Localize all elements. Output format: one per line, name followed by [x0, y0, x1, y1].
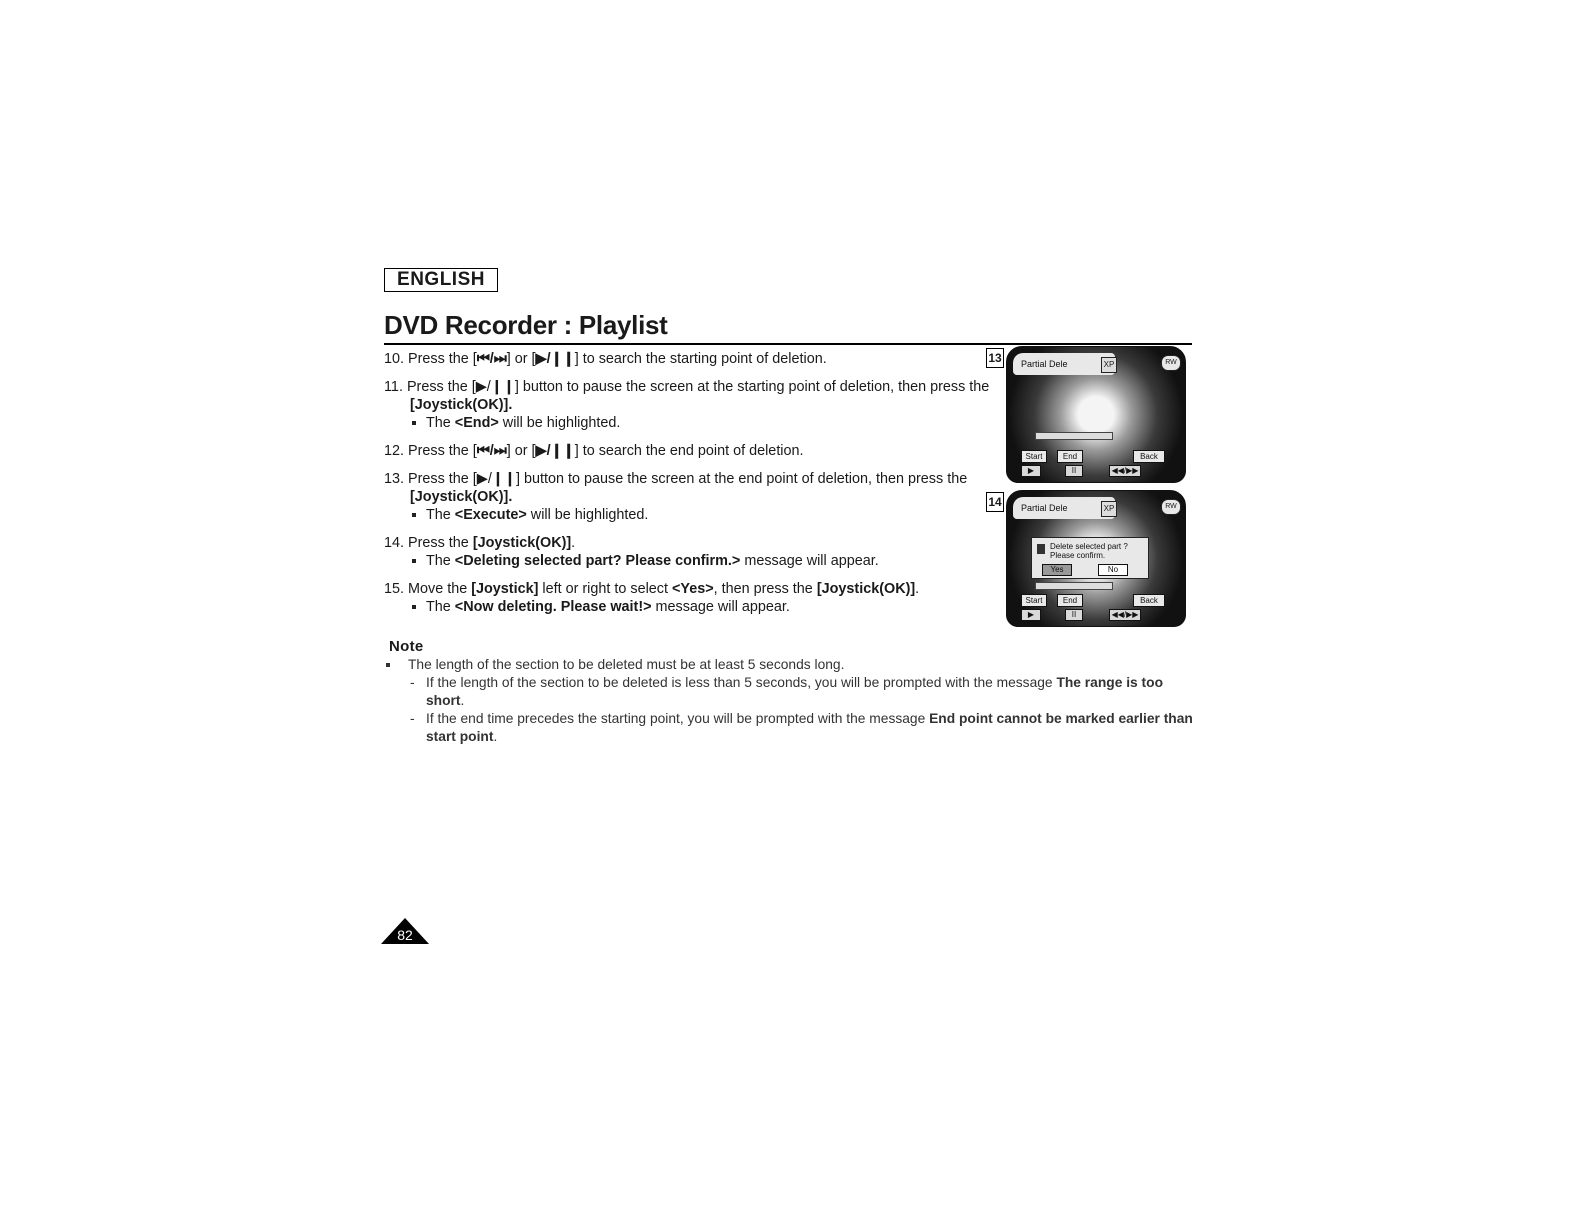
step-number: 14. — [384, 535, 405, 551]
note-label: Note — [389, 638, 424, 655]
note-bullet: The length of the section to be deleted must be at least 5 seconds long. — [384, 656, 1194, 674]
start-button: Start — [1021, 450, 1047, 463]
note-subitem-1: - If the length of the section to be deleted is less than 5 seconds, you will be prompted with the message The range is too short. — [410, 675, 1163, 708]
play-icon: ▶ — [1021, 609, 1041, 621]
step-14: 14. Press the [Joystick(OK)]. The <Deleting selected part? Please confirm.> message will appear. — [384, 534, 994, 570]
figure-13-number: 13 — [986, 348, 1004, 368]
no-button: No — [1098, 564, 1128, 576]
screen-title: Partial Dele — [1013, 497, 1115, 519]
rw-badge: RW — [1161, 355, 1181, 371]
trash-icon — [1037, 544, 1045, 554]
figure-13-screen — [1006, 346, 1186, 483]
skip-icon: ◀◀/▶▶ — [1109, 609, 1141, 621]
timeline-bar — [1035, 582, 1113, 590]
step-number: 10. — [384, 351, 405, 367]
step-13: 13. Press the [▶/❙❙] button to pause the screen at the end point of deletion, then press the [Joystick(OK)]. The <Execute> will be highlighted. — [384, 470, 994, 524]
rw-badge: RW — [1161, 499, 1181, 515]
note-section — [384, 656, 1194, 746]
step-12: 12. Press the [⏮/⏭] or [▶/❙❙] to search the end point of deletion. — [384, 443, 804, 459]
dialog-message: Delete selected part ? — [1050, 542, 1128, 551]
confirm-dialog — [1031, 537, 1149, 579]
step-11: 11. Press the [▶/❙❙] button to pause the screen at the starting point of deletion, then press the [Joystick(OK)]. The <End> will be highlighted. — [384, 378, 994, 432]
step-bullet: The <Deleting selected part? Please confirm.> message will appear. — [384, 552, 994, 570]
step-number: 13. — [384, 471, 405, 487]
page-number: 82 — [397, 927, 413, 943]
step-number: 11. — [384, 379, 403, 395]
back-button: Back — [1133, 594, 1165, 607]
figure-14-screen — [1006, 490, 1186, 627]
back-button: Back — [1133, 450, 1165, 463]
end-button: End — [1057, 450, 1083, 463]
language-label: ENGLISH — [384, 268, 498, 292]
dialog-submessage: Please confirm. — [1050, 551, 1106, 560]
skip-icon: ◀◀/▶▶ — [1109, 465, 1141, 477]
timeline-bar — [1035, 432, 1113, 440]
steps-list — [384, 350, 994, 626]
title-divider — [384, 343, 1192, 345]
yes-button: Yes — [1042, 564, 1072, 576]
start-button: Start — [1021, 594, 1047, 607]
pause-icon: II — [1065, 465, 1083, 477]
screen-title: Partial Dele — [1013, 353, 1115, 375]
xp-badge: XP — [1101, 357, 1117, 373]
figure-14-number: 14 — [986, 492, 1004, 512]
play-icon: ▶ — [1021, 465, 1041, 477]
step-15: 15. Move the [Joystick] left or right to select <Yes>, then press the [Joystick(OK)]. The <Now deleting. Please wait!> message will appear. — [384, 580, 994, 616]
pause-icon: II — [1065, 609, 1083, 621]
xp-badge: XP — [1101, 501, 1117, 517]
step-number: 12. — [384, 443, 405, 459]
end-button: End — [1057, 594, 1083, 607]
step-number: 15. — [384, 581, 405, 597]
step-10: 10. Press the [⏮/⏭] or [▶/❙❙] to search the starting point of deletion. — [384, 351, 827, 367]
step-bullet: The <Execute> will be highlighted. — [384, 506, 994, 524]
step-bullet: The <Now deleting. Please wait!> message will appear. — [384, 598, 994, 616]
step-bullet: The <End> will be highlighted. — [384, 414, 994, 432]
note-subitem-2: - If the end time precedes the starting point, you will be prompted with the message End point cannot be marked earlier than start point. — [410, 711, 1193, 744]
page-title: DVD Recorder : Playlist — [384, 310, 668, 340]
